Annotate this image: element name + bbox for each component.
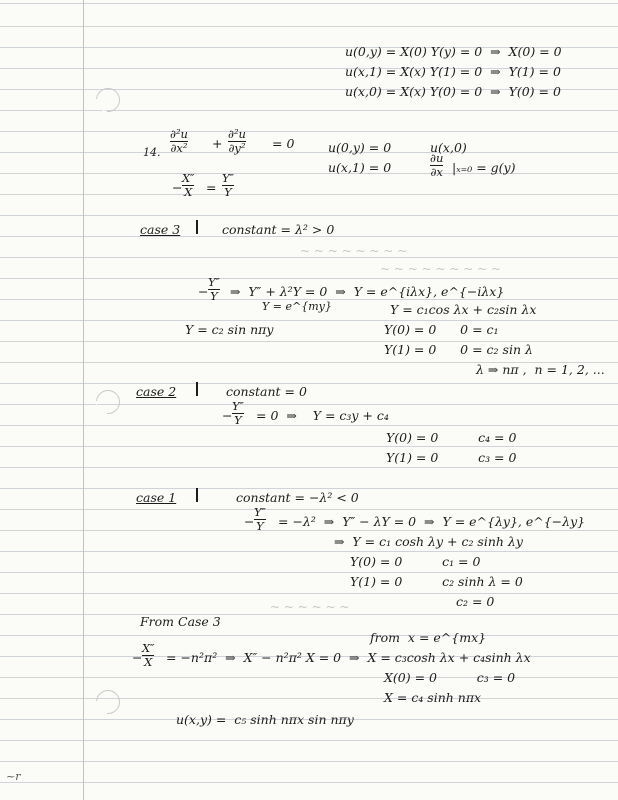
bleed-through: ~ ~ ~ ~ ~ ~ ~ ~ [300, 244, 408, 258]
separation-right: $\frac{Y''}{Y}$ [222, 171, 234, 199]
case-3-constant: constant = λ² > 0 [222, 222, 335, 237]
margin-line [83, 0, 84, 800]
bleed-through: ~ ~ ~ ~ ~ ~ [270, 600, 350, 614]
binder-hole [91, 385, 125, 419]
case-2-ode: = 0 ⇒ Y = c₃y + c₄ [256, 408, 389, 423]
case-2-neg: − [222, 408, 233, 423]
bc-ux0: u(x,0) [430, 140, 467, 155]
stray-mark: ~r [6, 770, 21, 783]
case-2-ratio: $\frac{Y''}{Y}$ [232, 399, 244, 427]
bc-line-3: u(x,0) = X(x) Y(0) = 0 ⇒ Y(0) = 0 [345, 84, 561, 99]
bc-line-1: u(0,y) = X(0) Y(y) = 0 ⇒ X(0) = 0 [345, 44, 562, 59]
from-case-3-label: From Case 3 [140, 614, 221, 629]
case-1-result: c₂ = 0 [456, 594, 495, 609]
pde-plus: + [212, 136, 223, 151]
from-case-3-cond: X(0) = 0 c₃ = 0 [384, 670, 516, 685]
case-3-bracket [196, 220, 198, 234]
case-3-ratio: $\frac{Y''}{Y}$ [208, 275, 220, 303]
from-case-3-ratio: $\frac{X''}{X}$ [142, 641, 155, 669]
case-3-trial: Y = e^{my} [262, 300, 332, 313]
case-2-cond-1: Y(0) = 0 c₄ = 0 [386, 430, 517, 445]
case-1-neg: − [244, 514, 255, 529]
binder-hole [91, 83, 125, 117]
pde-term-1: $\frac{\text{∂²u}}{\text{∂x²}}$ [170, 127, 188, 155]
case-1-label: case 1 [136, 490, 177, 505]
case-3-eigen: λ ⇒ nπ , n = 1, 2, ... [476, 362, 605, 377]
bc-du-dx: $\frac{\partial u}{\partial x}$ [430, 151, 444, 179]
case-3-solution: Y = c₂ sin nπy [185, 322, 274, 337]
bc-ux1: u(x,1) = 0 [328, 160, 392, 175]
case-1-constant: constant = −λ² < 0 [236, 490, 359, 505]
case-3-label: case 3 [140, 222, 181, 237]
case-1-ratio: $\frac{Y''}{Y}$ [254, 505, 266, 533]
case-3-cond-2: Y(1) = 0 0 = c₂ sin λ [384, 342, 533, 357]
bc-neumann: |ₓ₌₀ = g(y) [452, 160, 516, 175]
case-1-cond-2: Y(1) = 0 c₂ sinh λ = 0 [350, 574, 523, 589]
bc-line-2: u(x,1) = X(x) Y(1) = 0 ⇒ Y(1) = 0 [345, 64, 561, 79]
from-case-3-x: X = c₄ sinh nπx [384, 690, 482, 705]
bc-u0y: u(0,y) = 0 [328, 140, 392, 155]
bleed-through: ~ ~ ~ ~ ~ ~ ~ ~ ~ [380, 262, 502, 276]
case-2-constant: constant = 0 [226, 384, 307, 399]
from-case-3-neg: − [132, 650, 143, 665]
case-3-cond-1: Y(0) = 0 0 = c₁ [384, 322, 499, 337]
case-3-neg: − [198, 284, 209, 299]
case-3-ode: ⇒ Y″ + λ²Y = 0 ⇒ Y = e^{iλx}, e^{−iλx} [230, 284, 505, 299]
case-2-cond-2: Y(1) = 0 c₃ = 0 [386, 450, 517, 465]
case-2-label: case 2 [136, 384, 177, 399]
case-1-bracket [196, 488, 198, 502]
from-case-3-ode: = −n²π² ⇒ X″ − n²π² X = 0 ⇒ X = c₃cosh λx + c₄sinh λx [166, 650, 531, 665]
separation-left: $\frac{X''}{X}$ [182, 171, 195, 199]
case-1-cond-1: Y(0) = 0 c₁ = 0 [350, 554, 481, 569]
case-2-bracket [196, 382, 198, 396]
pde-equals-zero: = 0 [272, 136, 295, 151]
binder-hole [91, 685, 125, 719]
problem-number: 14. [143, 146, 161, 159]
from-case-3-note: from x = e^{mx} [370, 630, 487, 645]
case-1-ode: = −λ² ⇒ Y″ − λY = 0 ⇒ Y = e^{λy}, e^{−λy} [278, 514, 586, 529]
case-3-general: Y = c₁cos λx + c₂sin λx [390, 302, 537, 317]
pde-term-2: $\frac{\text{∂²u}}{\text{∂y²}}$ [228, 127, 246, 155]
separation-equals: = [206, 180, 217, 195]
case-1-general: ⇒ Y = c₁ cosh λy + c₂ sinh λy [334, 534, 523, 549]
separation-neg: − [172, 180, 183, 195]
final-solution: u(x,y) = c₅ sinh nπx sin nπy [176, 712, 354, 727]
